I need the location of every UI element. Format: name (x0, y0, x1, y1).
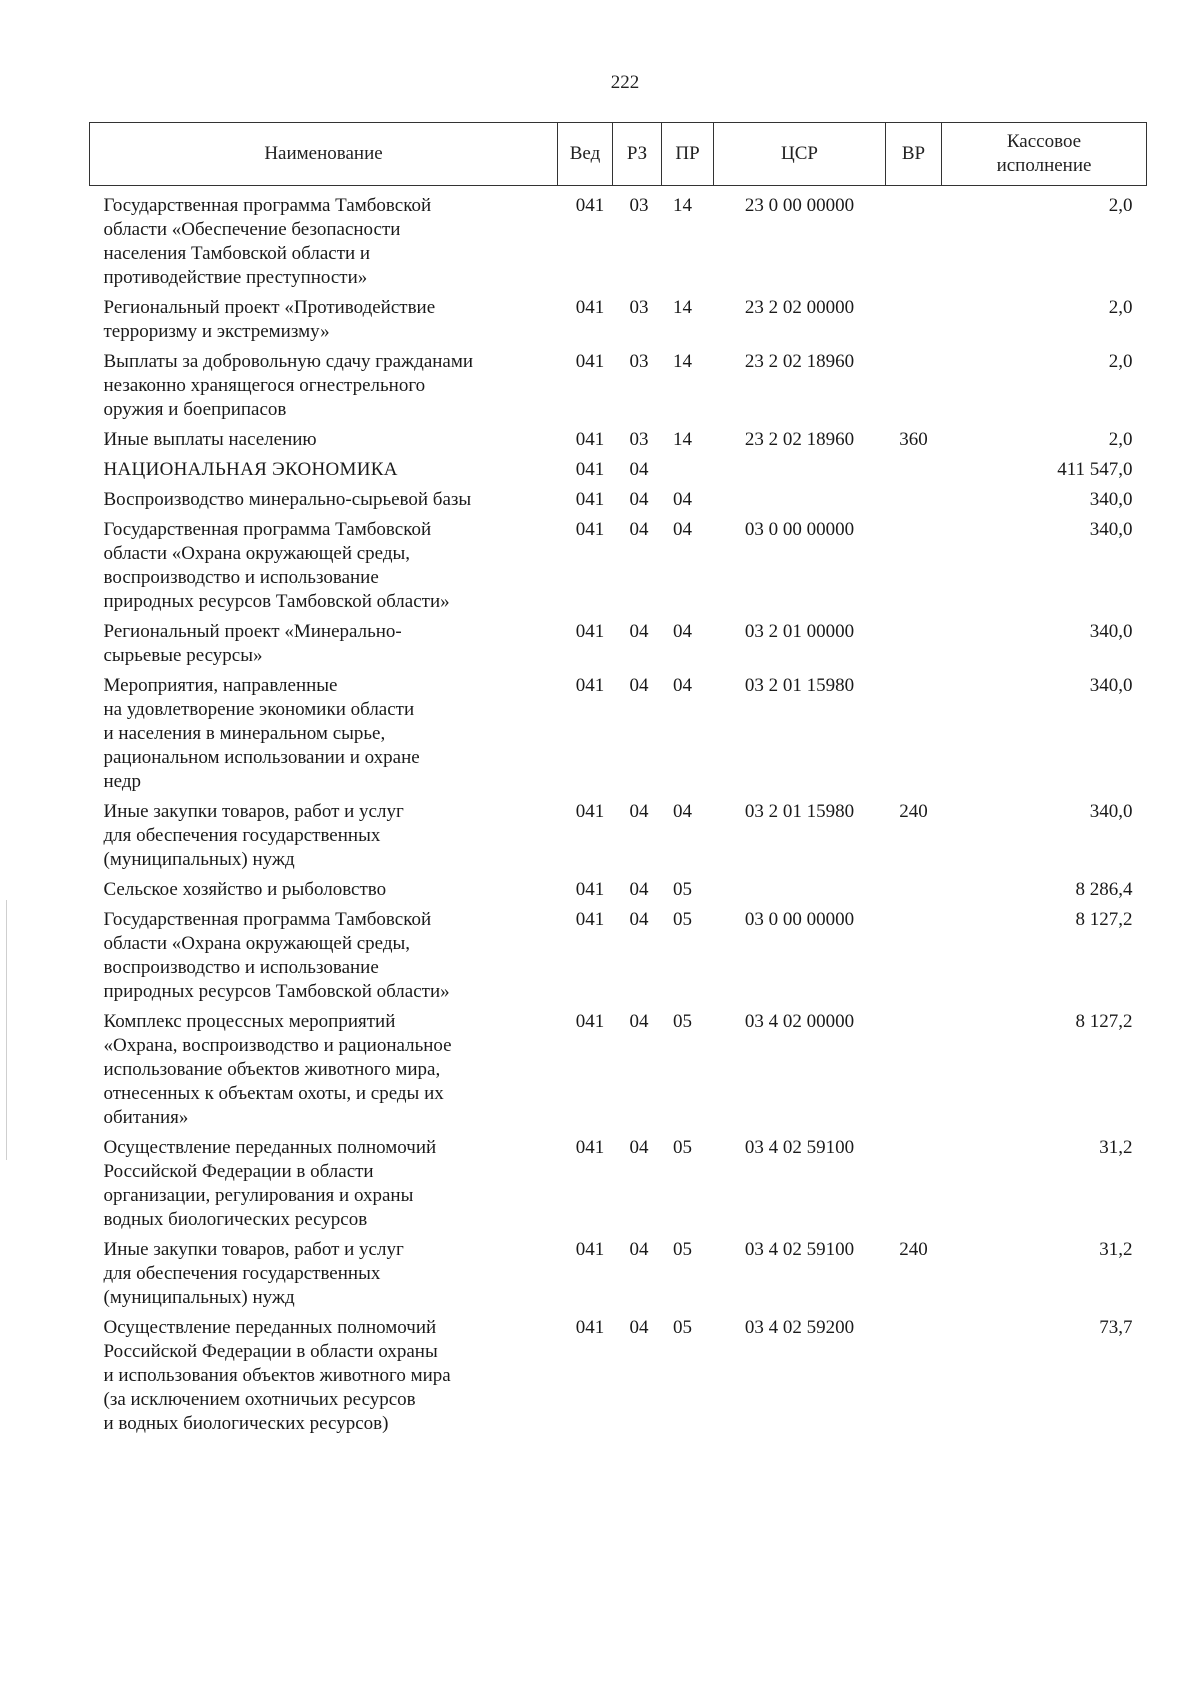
row-ved (558, 186, 613, 297)
row-pr (662, 674, 714, 800)
row-rz (613, 620, 662, 674)
row-amount (942, 1316, 1147, 1442)
table-row (90, 488, 1147, 518)
row-csr-text: 03 4 02 59200 (744, 1317, 855, 1338)
row-pr (662, 620, 714, 674)
row-name (90, 458, 558, 488)
row-vr-text: 240 (899, 1239, 928, 1260)
row-amount (942, 1010, 1147, 1136)
row-amount (942, 428, 1147, 458)
row-amount (942, 350, 1147, 428)
row-pr-text: 14 (673, 297, 692, 318)
table-header-row (90, 123, 1147, 186)
row-amount (942, 878, 1147, 908)
row-rz-text: 04 (629, 1317, 649, 1338)
row-name (90, 350, 558, 428)
row-amount-text: 8 286,4 (1075, 879, 1133, 900)
row-amount-text: 73,7 (1099, 1317, 1133, 1338)
row-ved-text: 041 (575, 1011, 605, 1032)
header-amount: Кассовое исполнение (942, 123, 1147, 186)
row-pr (662, 458, 714, 488)
row-ved-text: 041 (575, 519, 605, 540)
row-name-text: Государственная программа Тамбовской области «Обеспечение безопасности населения Тамбовской области и противодействие преступности» (103, 195, 432, 288)
row-name (90, 878, 558, 908)
row-pr (662, 186, 714, 297)
row-name (90, 428, 558, 458)
row-amount (942, 458, 1147, 488)
row-name-text: Осуществление переданных полномочий Российской Федерации в области организации, регулирования и охраны водных биологических ресурсов (103, 1137, 437, 1230)
row-vr (886, 800, 942, 878)
row-rz (613, 1136, 662, 1238)
row-pr-text: 04 (673, 801, 692, 822)
row-amount-text: 31,2 (1099, 1137, 1133, 1158)
row-vr (886, 186, 942, 297)
header-ved: Вед (558, 123, 613, 186)
row-name (90, 908, 558, 1010)
row-name-text: Иные закупки товаров, работ и услуг для обеспечения государственных (муниципальных) нужд (103, 1239, 404, 1308)
row-csr-text: 03 0 00 00000 (744, 519, 855, 540)
row-name-text: Иные закупки товаров, работ и услуг для обеспечения государственных (муниципальных) нужд (103, 801, 404, 870)
row-rz (613, 518, 662, 620)
row-rz-text: 04 (629, 519, 649, 540)
row-name-text: Региональный проект «Минерально- сырьевые ресурсы» (103, 621, 402, 666)
row-amount (942, 620, 1147, 674)
row-rz (613, 296, 662, 350)
row-vr-text: 240 (899, 801, 928, 822)
table-row (90, 296, 1147, 350)
row-name-text: Мероприятия, направленные на удовлетворение экономики области и населения в минеральном сырье, рациональном использовании и охране недр (103, 675, 420, 792)
row-vr (886, 458, 942, 488)
row-rz (613, 488, 662, 518)
row-vr (886, 428, 942, 458)
row-pr-text: 05 (673, 879, 692, 900)
row-amount (942, 488, 1147, 518)
row-amount-text: 340,0 (1089, 621, 1133, 642)
table-body (90, 186, 1147, 1443)
header-vr: ВР (886, 123, 942, 186)
row-name (90, 1136, 558, 1238)
row-csr (714, 428, 886, 458)
row-csr (714, 1238, 886, 1316)
row-csr-text: 03 4 02 59100 (744, 1137, 855, 1158)
row-pr-text: 04 (673, 489, 692, 510)
row-rz-text: 04 (629, 675, 649, 696)
row-name-text: Государственная программа Тамбовской области «Охрана окружающей среды, воспроизводство и использование природных ресурсов Тамбовской области» (103, 909, 450, 1002)
row-csr (714, 518, 886, 620)
row-amount (942, 518, 1147, 620)
row-amount-text: 8 127,2 (1075, 909, 1133, 930)
row-vr (886, 620, 942, 674)
row-rz (613, 674, 662, 800)
row-csr-text: 03 0 00 00000 (744, 909, 855, 930)
row-csr (714, 878, 886, 908)
row-amount-text: 2,0 (1108, 297, 1133, 318)
table-row (90, 1316, 1147, 1442)
row-ved (558, 428, 613, 458)
row-rz-text: 04 (629, 879, 649, 900)
row-pr (662, 908, 714, 1010)
table-row (90, 458, 1147, 488)
scan-edge-mark (6, 900, 7, 1160)
row-ved-text: 041 (575, 459, 605, 480)
row-ved (558, 1136, 613, 1238)
row-pr (662, 1136, 714, 1238)
row-vr (886, 908, 942, 1010)
row-csr (714, 1316, 886, 1442)
row-vr (886, 350, 942, 428)
row-csr-text: 23 2 02 18960 (744, 429, 855, 450)
header-csr: ЦСР (714, 123, 886, 186)
row-pr-text: 05 (673, 1317, 692, 1338)
row-pr (662, 518, 714, 620)
row-rz-text: 03 (629, 351, 649, 372)
row-pr (662, 878, 714, 908)
row-amount (942, 674, 1147, 800)
row-rz (613, 908, 662, 1010)
row-pr-text: 05 (673, 1137, 692, 1158)
row-pr-text: 05 (673, 1011, 692, 1032)
row-rz (613, 186, 662, 297)
row-amount-text: 340,0 (1089, 519, 1133, 540)
row-name-text: Выплаты за добровольную сдачу гражданами незаконно хранящегося огнестрельного оружия и боеприпасов (103, 351, 474, 420)
row-csr (714, 458, 886, 488)
row-csr (714, 800, 886, 878)
row-csr-text: 03 4 02 59100 (744, 1239, 855, 1260)
row-rz-text: 04 (629, 909, 649, 930)
table-row (90, 620, 1147, 674)
row-rz (613, 1238, 662, 1316)
row-rz-text: 04 (629, 621, 649, 642)
row-vr (886, 518, 942, 620)
row-name (90, 1238, 558, 1316)
row-amount-text: 411 547,0 (1057, 459, 1133, 480)
row-ved-text: 041 (575, 675, 605, 696)
row-pr (662, 1238, 714, 1316)
row-csr-text: 03 4 02 00000 (744, 1011, 855, 1032)
row-vr (886, 674, 942, 800)
row-amount-text: 8 127,2 (1075, 1011, 1133, 1032)
row-name-text: Иные выплаты населению (103, 429, 317, 450)
row-rz-text: 04 (629, 1137, 649, 1158)
row-csr-text: 03 2 01 15980 (744, 801, 855, 822)
row-pr (662, 1316, 714, 1442)
row-pr (662, 428, 714, 458)
row-csr (714, 1010, 886, 1136)
header-pr: ПР (662, 123, 714, 186)
row-ved (558, 878, 613, 908)
header-name: Наименование (90, 123, 558, 186)
budget-execution-table (89, 122, 1147, 1442)
row-name-text: НАЦИОНАЛЬНАЯ ЭКОНОМИКА (103, 459, 398, 480)
row-name-text: Государственная программа Тамбовской области «Охрана окружающей среды, воспроизводство и использование природных ресурсов Тамбовской области» (103, 519, 450, 612)
row-pr-text: 14 (673, 351, 692, 372)
row-name (90, 186, 558, 297)
row-rz-text: 03 (629, 429, 649, 450)
table-row (90, 428, 1147, 458)
row-name (90, 1316, 558, 1442)
row-csr-text: 23 2 02 00000 (744, 297, 855, 318)
row-amount (942, 1238, 1147, 1316)
row-rz-text: 04 (629, 1011, 649, 1032)
row-amount (942, 1136, 1147, 1238)
row-rz (613, 458, 662, 488)
row-name-text: Сельское хозяйство и рыболовство (103, 879, 387, 900)
row-rz (613, 800, 662, 878)
table-row (90, 1136, 1147, 1238)
row-ved (558, 350, 613, 428)
table-row (90, 674, 1147, 800)
row-csr-text: 03 2 01 15980 (744, 675, 855, 696)
row-amount-text: 2,0 (1108, 195, 1133, 216)
row-pr (662, 1010, 714, 1136)
row-rz-text: 03 (629, 297, 649, 318)
row-csr (714, 908, 886, 1010)
row-ved (558, 1010, 613, 1136)
row-name-text: Осуществление переданных полномочий Российской Федерации в области охраны и использования объектов животного мира (за исключением охотничьих ресурсов и водных биологических ресурсов) (103, 1317, 451, 1434)
table-row (90, 1010, 1147, 1136)
table-row (90, 1238, 1147, 1316)
row-vr (886, 1316, 942, 1442)
row-ved-text: 041 (575, 879, 605, 900)
row-csr (714, 350, 886, 428)
row-ved-text: 041 (575, 1317, 605, 1338)
row-rz (613, 428, 662, 458)
row-amount-text: 2,0 (1108, 429, 1133, 450)
row-rz (613, 350, 662, 428)
row-ved-text: 041 (575, 909, 605, 930)
row-pr-text: 05 (673, 909, 692, 930)
row-pr (662, 296, 714, 350)
row-ved-text: 041 (575, 489, 605, 510)
row-vr (886, 1136, 942, 1238)
table-row (90, 908, 1147, 1010)
table-row (90, 800, 1147, 878)
row-csr (714, 296, 886, 350)
row-ved (558, 1316, 613, 1442)
row-amount (942, 296, 1147, 350)
row-amount (942, 800, 1147, 878)
row-ved (558, 518, 613, 620)
row-ved (558, 458, 613, 488)
row-rz-text: 04 (629, 801, 649, 822)
page-number: 222 (610, 72, 640, 93)
table-row (90, 518, 1147, 620)
row-rz (613, 1010, 662, 1136)
row-ved-text: 041 (575, 1137, 605, 1158)
row-ved-text: 041 (575, 351, 605, 372)
row-csr-text: 03 2 01 00000 (744, 621, 855, 642)
row-amount-text: 340,0 (1089, 801, 1133, 822)
row-csr-text: 23 0 00 00000 (744, 195, 855, 216)
row-name (90, 674, 558, 800)
row-ved (558, 620, 613, 674)
table-row (90, 186, 1147, 297)
row-ved (558, 488, 613, 518)
row-rz-text: 03 (629, 195, 649, 216)
row-csr (714, 1136, 886, 1238)
row-ved-text: 041 (575, 621, 605, 642)
row-ved (558, 296, 613, 350)
row-amount-text: 340,0 (1089, 675, 1133, 696)
row-pr-text: 04 (673, 519, 692, 540)
row-ved (558, 800, 613, 878)
row-pr-text: 04 (673, 621, 692, 642)
row-vr-text: 360 (899, 429, 928, 450)
row-name-text: Воспроизводство минерально-сырьевой базы (103, 489, 472, 510)
row-rz-text: 04 (629, 459, 649, 480)
row-name (90, 296, 558, 350)
row-rz-text: 04 (629, 1239, 649, 1260)
row-pr (662, 800, 714, 878)
table-row (90, 350, 1147, 428)
row-pr (662, 350, 714, 428)
row-vr (886, 488, 942, 518)
row-ved (558, 1238, 613, 1316)
row-name (90, 800, 558, 878)
row-name (90, 1010, 558, 1136)
row-csr (714, 674, 886, 800)
row-csr (714, 620, 886, 674)
row-name (90, 518, 558, 620)
row-ved-text: 041 (575, 801, 605, 822)
row-csr-text: 23 2 02 18960 (744, 351, 855, 372)
row-vr (886, 1238, 942, 1316)
row-pr (662, 488, 714, 518)
row-amount-text: 31,2 (1099, 1239, 1133, 1260)
row-pr-text: 14 (673, 195, 692, 216)
row-vr (886, 878, 942, 908)
row-rz (613, 878, 662, 908)
row-ved-text: 041 (575, 297, 605, 318)
row-vr (886, 296, 942, 350)
row-pr-text: 14 (673, 429, 692, 450)
row-pr-text: 04 (673, 675, 692, 696)
row-name-text: Комплекс процессных мероприятий «Охрана, воспроизводство и рациональное использование объектов животного мира, отнесенных к объектам охоты, и среды их обитания» (103, 1011, 452, 1128)
row-csr (714, 488, 886, 518)
row-amount (942, 908, 1147, 1010)
row-pr-text: 05 (673, 1239, 692, 1260)
row-vr (886, 1010, 942, 1136)
row-name-text: Региональный проект «Противодействие терроризму и экстремизму» (103, 297, 436, 342)
row-amount-text: 340,0 (1089, 489, 1133, 510)
row-name (90, 488, 558, 518)
header-rz: РЗ (613, 123, 662, 186)
row-amount (942, 186, 1147, 297)
row-rz-text: 04 (629, 489, 649, 510)
row-csr (714, 186, 886, 297)
row-amount-text: 2,0 (1108, 351, 1133, 372)
row-ved-text: 041 (575, 195, 605, 216)
row-name (90, 620, 558, 674)
row-ved (558, 908, 613, 1010)
row-rz (613, 1316, 662, 1442)
table-row (90, 878, 1147, 908)
row-ved-text: 041 (575, 429, 605, 450)
row-ved-text: 041 (575, 1239, 605, 1260)
row-ved (558, 674, 613, 800)
